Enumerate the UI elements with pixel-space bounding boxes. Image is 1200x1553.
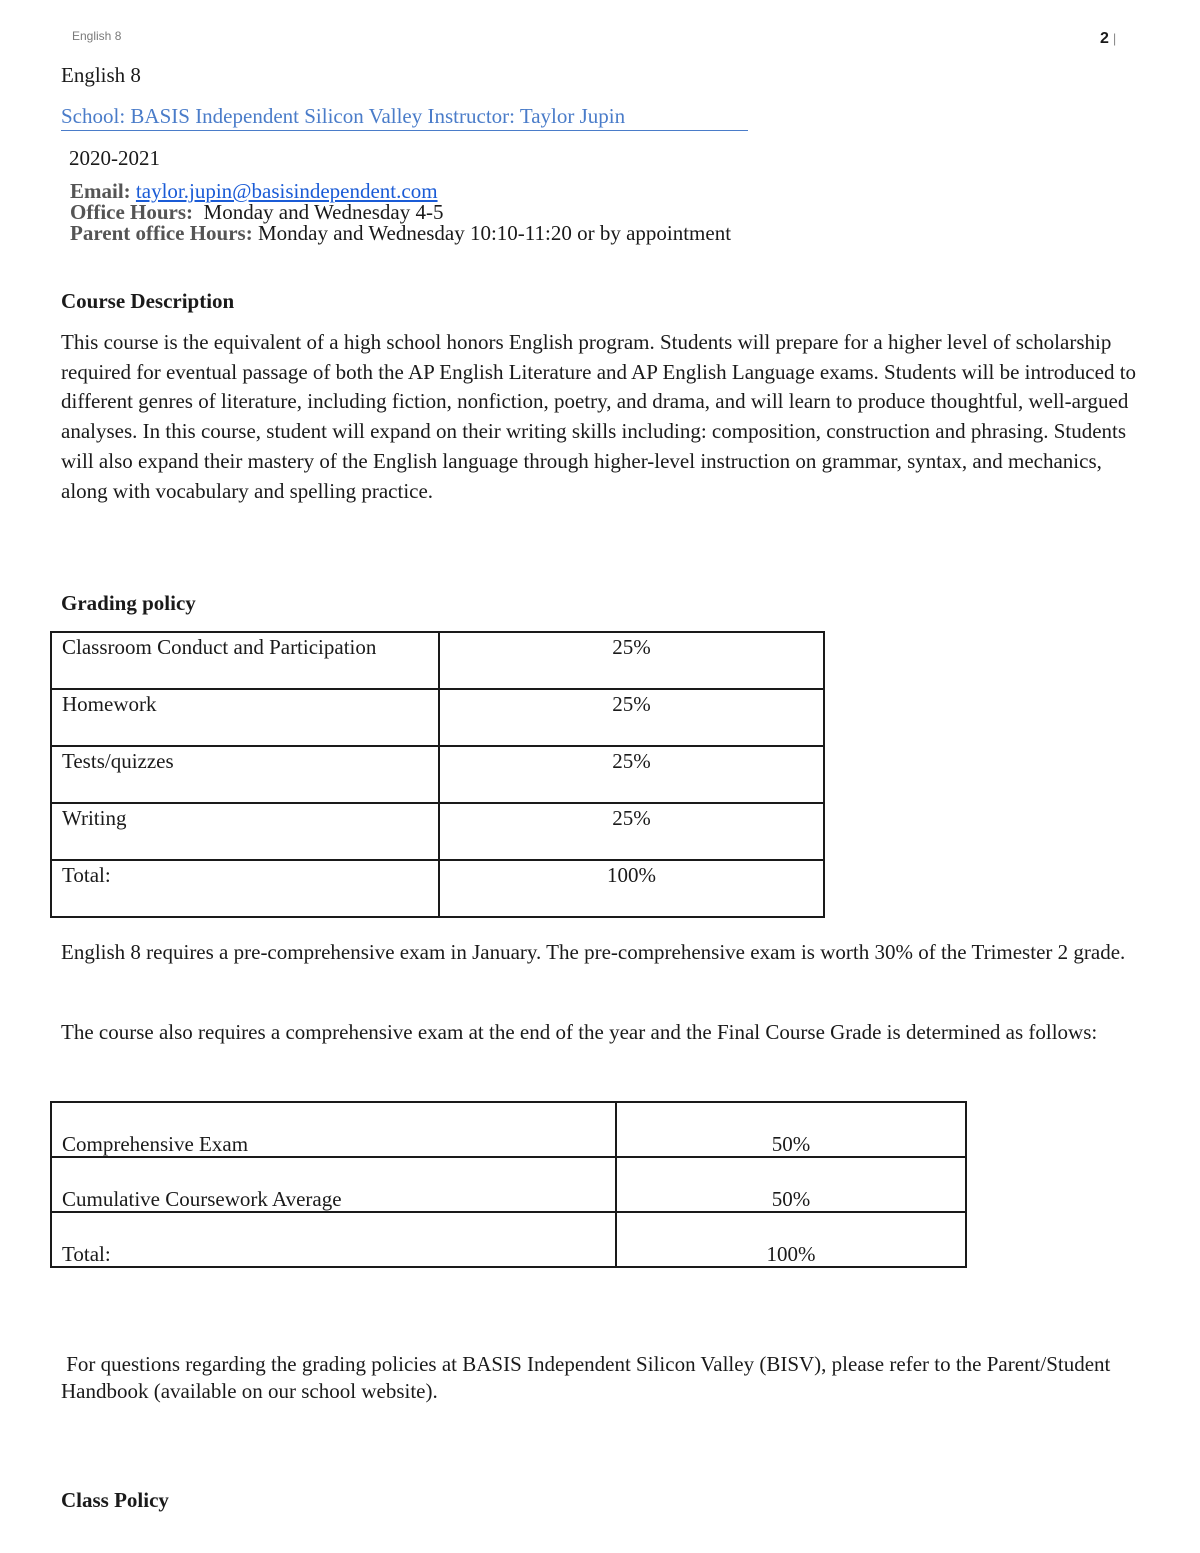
grading-weight-cell: 25% xyxy=(439,746,824,803)
final-category-cell: Cumulative Coursework Average xyxy=(51,1157,616,1212)
email-link[interactable]: taylor.jupin@basisindependent.com xyxy=(135,179,438,203)
course-description-text: This course is the equivalent of a high school honors English program. Students will prepare for a higher level of scholarship required for eventual passage of both the AP English Literature and AP English Language exams. Students will be introduced to different genres of literature, including fiction, nonfiction, poetry, and drama, and will learn to produce thoughtful, well-argued analyses. In this course, student will expand on their writing skills including: composition, construction and phrasing. Students will also expand their mastery of the English language through higher-level instruction on grammar, syntax, and mechanics, along with vocabulary and spelling practice. xyxy=(61,330,1137,503)
class-policy-heading: Class Policy xyxy=(61,1488,169,1512)
school-line-underline xyxy=(61,130,748,131)
grading-weight-cell: 25% xyxy=(439,632,824,689)
school-year: 2020-2021 xyxy=(69,146,160,170)
final-weight-cell: 100% xyxy=(616,1212,966,1267)
table-row xyxy=(51,689,824,746)
table-row xyxy=(51,1157,966,1212)
final-weight-cell: 50% xyxy=(616,1102,966,1157)
page-number-value: 2 xyxy=(1100,30,1109,47)
final-grade-table xyxy=(50,1101,967,1268)
page-number xyxy=(1100,30,1116,48)
office-hours-label: Office Hours: xyxy=(70,200,194,224)
email-line xyxy=(70,181,731,202)
grading-weight-cell: 25% xyxy=(439,803,824,860)
grading-questions-text: For questions regarding the grading policies at BASIS Independent Silicon Valley (BISV), please refer to the Parent/Student Handbook (available on our school website). xyxy=(61,1352,1116,1403)
course-description-heading: Course Description xyxy=(61,289,235,313)
grading-category-cell: Tests/quizzes xyxy=(51,746,439,803)
final-weight-cell: 50% xyxy=(616,1157,966,1212)
school-instructor-line: School: BASIS Independent Silicon Valley Instructor: Taylor Jupin xyxy=(61,104,626,128)
contact-block xyxy=(70,181,731,244)
table-row xyxy=(51,803,824,860)
office-hours-value: Monday and Wednesday 4-5 xyxy=(203,200,444,224)
office-hours-line xyxy=(70,202,731,223)
grading-category-cell: Homework xyxy=(51,689,439,746)
parent-office-hours-line xyxy=(70,223,731,244)
table-row xyxy=(51,1212,966,1267)
pre-comprehensive-text: English 8 requires a pre-comprehensive exam in January. The pre-comprehensive exam is worth 30% of the Trimester 2 grade. xyxy=(61,940,1126,964)
grading-category-cell: Total: xyxy=(51,860,439,917)
grading-category-cell: Writing xyxy=(51,803,439,860)
parent-office-hours-label: Parent office Hours: xyxy=(70,221,253,245)
table-row xyxy=(51,632,824,689)
email-label: Email: xyxy=(70,179,131,203)
final-category-cell: Comprehensive Exam xyxy=(51,1102,616,1157)
table-row xyxy=(51,746,824,803)
grading-weight-cell: 25% xyxy=(439,689,824,746)
comprehensive-text: The course also requires a comprehensive exam at the end of the year and the Final Course Grade is determined as follows: xyxy=(61,1020,1098,1044)
grading-weight-cell: 100% xyxy=(439,860,824,917)
course-title: English 8 xyxy=(61,63,141,87)
running-header: English 8 xyxy=(72,29,122,43)
table-row xyxy=(51,860,824,917)
grading-policy-table xyxy=(50,631,825,918)
final-category-cell: Total: xyxy=(51,1212,616,1267)
grading-category-cell: Classroom Conduct and Participation xyxy=(51,632,439,689)
page-number-separator: | xyxy=(1112,31,1117,46)
grading-policy-heading: Grading policy xyxy=(61,591,196,615)
parent-office-hours-value: Monday and Wednesday 10:10-11:20 or by appointment xyxy=(257,221,732,245)
table-row xyxy=(51,1102,966,1157)
